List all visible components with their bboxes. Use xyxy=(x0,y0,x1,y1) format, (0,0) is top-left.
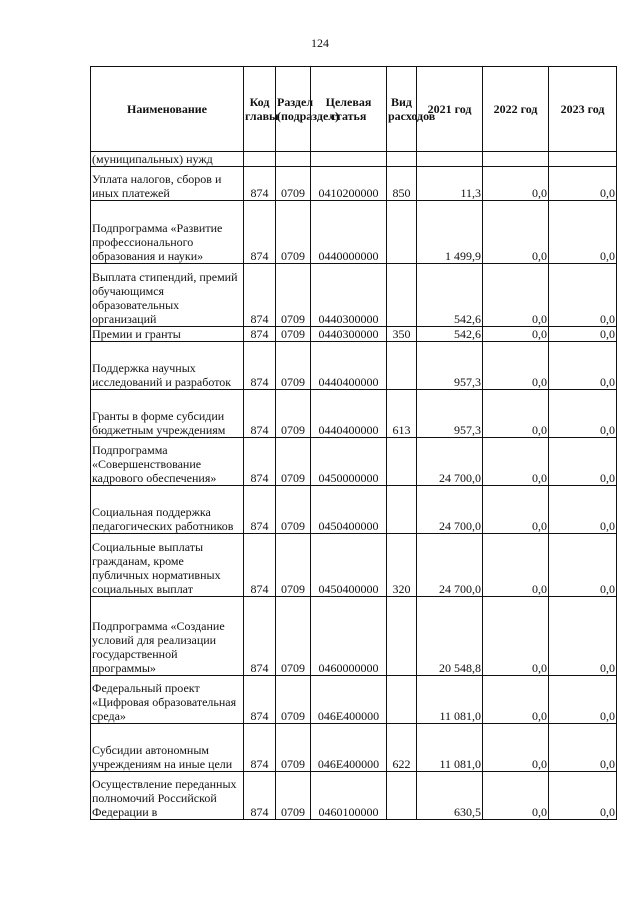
cell-2021: 630,5 xyxy=(417,772,483,820)
cell-target: 0440000000 xyxy=(311,201,387,264)
cell-name: Подпрограмма «Развитие профессионального образования и науки» xyxy=(91,201,244,264)
cell-2021: 24 700,0 xyxy=(417,438,483,486)
cell-2022: 0,0 xyxy=(483,264,549,327)
cell-section: 0709 xyxy=(276,597,311,676)
cell-target: 0460100000 xyxy=(311,772,387,820)
cell-target: 046E400000 xyxy=(311,724,387,772)
table-row xyxy=(91,327,617,342)
table-row xyxy=(91,676,617,724)
cell-code: 874 xyxy=(244,390,276,438)
cell-section: 0709 xyxy=(276,724,311,772)
table-row xyxy=(91,390,617,438)
cell-type xyxy=(387,597,417,676)
cell-name: Поддержка научных исследований и разработок xyxy=(91,342,244,390)
cell-target: 0440400000 xyxy=(311,342,387,390)
cell-name: (муниципальных) нужд xyxy=(91,152,244,167)
header-2023: 2023 год xyxy=(549,67,617,152)
cell-section: 0709 xyxy=(276,264,311,327)
page-number: 124 xyxy=(311,36,329,50)
cell-section: 0709 xyxy=(276,201,311,264)
cell-section: 0709 xyxy=(276,390,311,438)
header-section: Раздел (подраздел) xyxy=(276,67,311,152)
header-row xyxy=(91,67,617,152)
cell-type: 350 xyxy=(387,327,417,342)
cell-2023: 0,0 xyxy=(549,676,617,724)
table-row xyxy=(91,201,617,264)
cell-code: 874 xyxy=(244,201,276,264)
cell-section: 0709 xyxy=(276,167,311,201)
cell-target: 0440400000 xyxy=(311,390,387,438)
cell-2023: 0,0 xyxy=(549,327,617,342)
cell-section: 0709 xyxy=(276,327,311,342)
cell-target: 0440300000 xyxy=(311,264,387,327)
cell-code xyxy=(244,152,276,167)
cell-code: 874 xyxy=(244,486,276,534)
cell-name: Социальные выплаты гражданам, кроме публичных нормативных социальных выплат xyxy=(91,534,244,597)
cell-code: 874 xyxy=(244,167,276,201)
cell-target: 0450400000 xyxy=(311,534,387,597)
cell-2023: 0,0 xyxy=(549,438,617,486)
cell-2022: 0,0 xyxy=(483,438,549,486)
table-row xyxy=(91,438,617,486)
cell-2021: 11 081,0 xyxy=(417,724,483,772)
table-row xyxy=(91,167,617,201)
cell-2022: 0,0 xyxy=(483,534,549,597)
cell-2021: 542,6 xyxy=(417,264,483,327)
cell-2021: 957,3 xyxy=(417,390,483,438)
cell-target: 046E400000 xyxy=(311,676,387,724)
cell-type: 613 xyxy=(387,390,417,438)
cell-name: Гранты в форме субсидии бюджетным учреждениям xyxy=(91,390,244,438)
table-row xyxy=(91,597,617,676)
cell-section: 0709 xyxy=(276,342,311,390)
cell-code: 874 xyxy=(244,597,276,676)
cell-target: 0450400000 xyxy=(311,486,387,534)
cell-2022: 0,0 xyxy=(483,390,549,438)
table-row xyxy=(91,486,617,534)
cell-code: 874 xyxy=(244,724,276,772)
cell-name: Социальная поддержка педагогических работников xyxy=(91,486,244,534)
cell-type xyxy=(387,264,417,327)
table-row xyxy=(91,152,617,167)
cell-section: 0709 xyxy=(276,676,311,724)
cell-type xyxy=(387,486,417,534)
cell-target: 0410200000 xyxy=(311,167,387,201)
cell-type xyxy=(387,342,417,390)
budget-table xyxy=(90,66,617,820)
cell-2023: 0,0 xyxy=(549,264,617,327)
cell-code: 874 xyxy=(244,342,276,390)
cell-name: Выплата стипендий, премий обучающимся образовательных организаций xyxy=(91,264,244,327)
header-2022: 2022 год xyxy=(483,67,549,152)
cell-2021: 20 548,8 xyxy=(417,597,483,676)
cell-2022: 0,0 xyxy=(483,724,549,772)
table-row xyxy=(91,772,617,820)
cell-section: 0709 xyxy=(276,534,311,597)
cell-2023: 0,0 xyxy=(549,772,617,820)
cell-2023: 0,0 xyxy=(549,534,617,597)
cell-name: Осуществление переданных полномочий Российской Федерации в xyxy=(91,772,244,820)
cell-2021: 1 499,9 xyxy=(417,201,483,264)
cell-section: 0709 xyxy=(276,438,311,486)
cell-target xyxy=(311,152,387,167)
cell-2022: 0,0 xyxy=(483,327,549,342)
cell-type xyxy=(387,152,417,167)
cell-target: 0440300000 xyxy=(311,327,387,342)
cell-type: 622 xyxy=(387,724,417,772)
cell-type xyxy=(387,772,417,820)
cell-2023: 0,0 xyxy=(549,390,617,438)
cell-type: 320 xyxy=(387,534,417,597)
cell-2021: 957,3 xyxy=(417,342,483,390)
cell-2022: 0,0 xyxy=(483,676,549,724)
cell-2023: 0,0 xyxy=(549,167,617,201)
cell-type xyxy=(387,201,417,264)
cell-2021: 11,3 xyxy=(417,167,483,201)
cell-2022: 0,0 xyxy=(483,772,549,820)
cell-code: 874 xyxy=(244,772,276,820)
cell-2021: 11 081,0 xyxy=(417,676,483,724)
cell-name: Субсидии автономным учреждениям на иные цели xyxy=(91,724,244,772)
cell-2023 xyxy=(549,152,617,167)
cell-type: 850 xyxy=(387,167,417,201)
cell-2022: 0,0 xyxy=(483,167,549,201)
cell-name: Подпрограмма «Создание условий для реализации государственной программы» xyxy=(91,597,244,676)
table-row xyxy=(91,264,617,327)
table-row xyxy=(91,342,617,390)
cell-2022: 0,0 xyxy=(483,201,549,264)
cell-target: 0450000000 xyxy=(311,438,387,486)
table-row xyxy=(91,724,617,772)
cell-2023: 0,0 xyxy=(549,201,617,264)
table-row xyxy=(91,534,617,597)
header-2021: 2021 год xyxy=(417,67,483,152)
cell-code: 874 xyxy=(244,327,276,342)
cell-code: 874 xyxy=(244,534,276,597)
header-type: Вид расходов xyxy=(387,67,417,152)
cell-2022: 0,0 xyxy=(483,342,549,390)
cell-type xyxy=(387,676,417,724)
cell-2022 xyxy=(483,152,549,167)
cell-2021 xyxy=(417,152,483,167)
cell-2022: 0,0 xyxy=(483,486,549,534)
cell-name: Подпрограмма «Совершенствование кадрового обеспечения» xyxy=(91,438,244,486)
cell-section xyxy=(276,152,311,167)
header-code: Код главы xyxy=(244,67,276,152)
cell-code: 874 xyxy=(244,264,276,327)
cell-name: Федеральный проект «Цифровая образовательная среда» xyxy=(91,676,244,724)
cell-2023: 0,0 xyxy=(549,486,617,534)
cell-2021: 24 700,0 xyxy=(417,534,483,597)
cell-2021: 542,6 xyxy=(417,327,483,342)
header-name: Наименование xyxy=(91,67,244,152)
cell-name: Премии и гранты xyxy=(91,327,244,342)
cell-type xyxy=(387,438,417,486)
cell-target: 0460000000 xyxy=(311,597,387,676)
cell-section: 0709 xyxy=(276,486,311,534)
cell-2022: 0,0 xyxy=(483,597,549,676)
cell-name: Уплата налогов, сборов и иных платежей xyxy=(91,167,244,201)
cell-2023: 0,0 xyxy=(549,597,617,676)
cell-2023: 0,0 xyxy=(549,724,617,772)
cell-2021: 24 700,0 xyxy=(417,486,483,534)
cell-code: 874 xyxy=(244,676,276,724)
header-target: Целевая статья xyxy=(311,67,387,152)
cell-2023: 0,0 xyxy=(549,342,617,390)
cell-section: 0709 xyxy=(276,772,311,820)
cell-code: 874 xyxy=(244,438,276,486)
